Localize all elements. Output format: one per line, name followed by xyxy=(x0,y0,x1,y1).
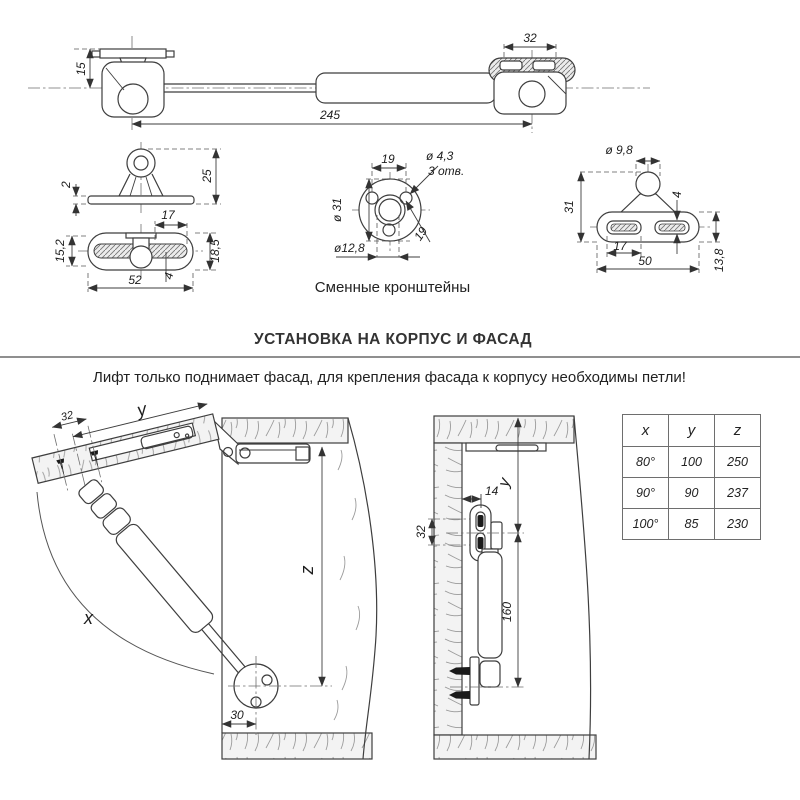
top-dim-4: 4 xyxy=(161,271,177,281)
open-position-diagram xyxy=(23,377,377,759)
section-divider xyxy=(0,356,800,358)
table-header-z: z xyxy=(715,415,761,447)
open-label-x: x xyxy=(84,608,93,628)
table-cell: 100 xyxy=(669,447,715,478)
closed-bottom-board xyxy=(434,735,596,759)
table-header-x: x xyxy=(623,415,669,447)
flange-view xyxy=(330,149,464,257)
flange-dim-12-8: ø12,8 xyxy=(334,241,365,255)
open-label-z: z xyxy=(297,565,317,575)
flange-dim-19-radial: 19 xyxy=(411,224,431,244)
strut-dim-245: 245 xyxy=(319,108,341,122)
side-grain-marks xyxy=(334,450,360,720)
closed-label-y: y xyxy=(495,476,515,490)
table-header-row xyxy=(623,415,761,447)
table-row xyxy=(623,509,761,540)
rb-dim-4: 4 xyxy=(670,191,684,198)
section-title: УСТАНОВКА НА КОРПУС И ФАСАД xyxy=(254,331,532,348)
open-label-y: y xyxy=(134,398,149,421)
flange-holes-note: 3 отв. xyxy=(428,164,465,178)
table-cell: 80° xyxy=(623,447,669,478)
closed-side-curve xyxy=(574,416,591,759)
right-bracket-view xyxy=(562,143,726,273)
rb-dim-50: 50 xyxy=(638,254,652,268)
brackets-caption: Сменные кронштейны xyxy=(314,279,471,296)
strut-right-mount xyxy=(489,58,575,114)
cabinet-bottom-board xyxy=(222,733,372,759)
table-cell: 85 xyxy=(669,509,715,540)
flange-dim-31: ø 31 xyxy=(330,197,344,223)
flange-dim-19: 19 xyxy=(381,152,395,166)
open-dim-30: 30 xyxy=(230,708,244,722)
closed-position-diagram xyxy=(414,416,596,759)
top-dim-17: 17 xyxy=(161,208,175,222)
top-dim-18-5: 18,5 xyxy=(208,239,222,263)
top-dim-15-2: 15,2 xyxy=(53,239,67,263)
closed-dim-14: 14 xyxy=(485,484,499,498)
cabinet-side-curve xyxy=(348,418,377,759)
rb-dim-31: 31 xyxy=(562,200,576,214)
installation-note: Лифт только поднимает фасад, для крепления фасада к корпусу необходимы петли! xyxy=(93,369,686,386)
table-cell: 250 xyxy=(715,447,761,478)
open-dim-32: 32 xyxy=(59,409,75,424)
strut-dim-15: 15 xyxy=(74,62,88,76)
table-cell: 230 xyxy=(715,509,761,540)
table-cell: 237 xyxy=(715,478,761,509)
strut-left-mount xyxy=(92,49,174,117)
facade-panel xyxy=(23,377,223,499)
closed-dim-32: 32 xyxy=(414,525,428,539)
table-cell: 90° xyxy=(623,478,669,509)
rb-dim-17: 17 xyxy=(613,239,627,253)
gas-strut-open xyxy=(75,476,270,700)
strut-dim-32: 32 xyxy=(523,31,537,45)
closed-top-board xyxy=(434,416,574,443)
left-bracket-front-view xyxy=(59,142,221,216)
rb-dim-13-8: 13,8 xyxy=(712,248,726,272)
table-row xyxy=(623,447,761,478)
cabinet-top-board xyxy=(222,418,348,443)
table-header-y: y xyxy=(669,415,715,447)
left-bracket-top-view xyxy=(53,208,222,292)
flange-dim-4-3: ø 4,3 xyxy=(426,149,454,163)
strut-cylinder xyxy=(316,73,496,103)
table-cell: 90 xyxy=(669,478,715,509)
top-dim-52: 52 xyxy=(128,273,142,287)
front-dim-25: 25 xyxy=(200,169,214,183)
table-cell: 100° xyxy=(623,509,669,540)
rb-dim-9-8: ø 9,8 xyxy=(605,143,633,157)
closed-dim-160: 160 xyxy=(500,601,514,623)
table-row xyxy=(623,478,761,509)
angle-table xyxy=(622,414,761,540)
gas-strut-drawing xyxy=(28,31,650,133)
closed-side-panel xyxy=(434,443,462,735)
front-dim-2: 2 xyxy=(59,181,73,188)
